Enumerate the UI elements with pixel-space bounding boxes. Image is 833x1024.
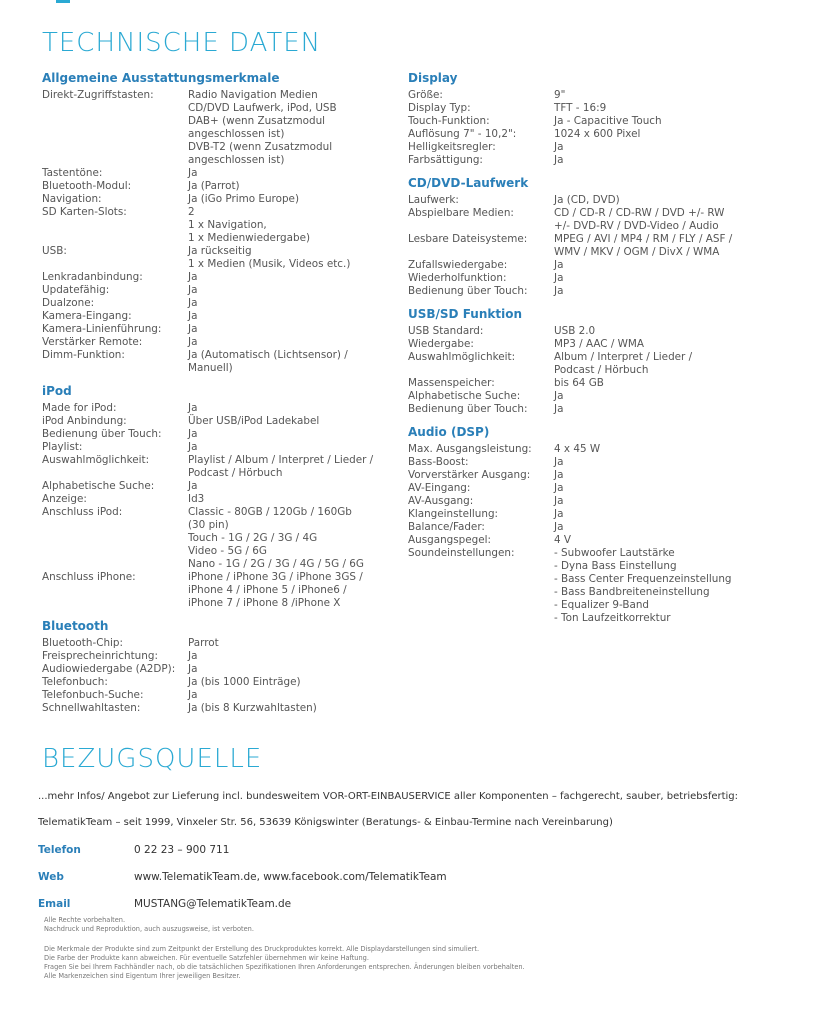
spec-row [42, 310, 402, 323]
spec-row [408, 259, 828, 272]
spec-label: Alphabetische Suche: [42, 480, 155, 492]
spec-value: Ja [188, 310, 198, 322]
spec-label: Direkt-Zugriffstasten: [42, 89, 154, 101]
spec-label: Lenkradanbindung: [42, 271, 143, 283]
spec-row [408, 521, 828, 534]
spec-row [42, 702, 402, 715]
spec-row [408, 89, 828, 102]
spec-label: SD Karten-Slots: [42, 206, 127, 218]
spec-value: Ja [188, 271, 198, 283]
spec-value: Ja [554, 469, 564, 481]
spec-value: MP3 / AAC / WMA [554, 338, 644, 350]
spec-value: iPhone / iPhone 3G / iPhone 3GS / iPhone 4 / iPhone 5 / iPhone6 / iPhone 7 / iPhone 8 /iPhone X [188, 571, 363, 609]
spec-section [408, 175, 828, 298]
spec-value: Classic - 80GB / 120Gb / 160Gb (30 pin) Touch - 1G / 2G / 3G / 4G Video - 5G / 6G Nano - 1G / 2G / 3G / 4G / 5G / 6G [188, 506, 364, 570]
spec-row [42, 284, 402, 297]
spec-label: Balance/Fader: [408, 521, 485, 533]
spec-row [408, 338, 828, 351]
fine-print-features: Die Merkmale der Produkte sind zum Zeitpunkt der Erstellung des Druckproduktes korrekt. Alle Displaydarstellungen sind simuliert. [44, 945, 480, 953]
spec-value: Ja [188, 441, 198, 453]
spec-label: Helligkeitsregler: [408, 141, 496, 153]
spec-row [42, 180, 402, 193]
spec-value: Über USB/iPod Ladekabel [188, 415, 320, 427]
spec-label: Anzeige: [42, 493, 87, 505]
spec-value: Parrot [188, 637, 219, 649]
spec-value: Ja [554, 259, 564, 271]
fine-print-color: Die Farbe der Produkte kann abweichen. Für eventuelle Satzfehler übernehmen wir keine Haftung. [44, 954, 369, 962]
spec-value: Album / Interpret / Lieder / Podcast / Hörbuch [554, 351, 693, 376]
spec-label: Telefonbuch-Suche: [42, 689, 144, 701]
spec-value: - Subwoofer Lautstärke - Dyna Bass Einstellung - Bass Center Frequenzeinstellung - Bass Bandbreiteneinstellung - Equalizer 9-Band - Ton Laufzeitkorrektur [554, 547, 732, 624]
spec-value: 2 1 x Navigation, 1 x Medienwiedergabe) [188, 206, 311, 244]
spec-row [42, 480, 402, 493]
spec-row [42, 676, 402, 689]
spec-value: Ja [554, 390, 564, 402]
spec-value: Ja [188, 167, 198, 179]
spec-label: USB Standard: [408, 325, 484, 337]
spec-value: Ja (CD, DVD) [554, 194, 620, 206]
spec-label: Auswahlmöglichkeit: [42, 454, 150, 466]
spec-row [408, 534, 828, 547]
spec-row [42, 689, 402, 702]
spec-value: USB 2.0 [554, 325, 596, 337]
spec-row [42, 323, 402, 336]
spec-row [42, 271, 402, 284]
spec-row [408, 443, 828, 456]
spec-value: Ja [554, 521, 564, 533]
spec-label: Abspielbare Medien: [408, 207, 514, 219]
spec-label: Laufwerk: [408, 194, 459, 206]
spec-value: 9" [554, 89, 566, 101]
spec-label: Vorverstärker Ausgang: [408, 469, 531, 481]
spec-label: Zufallswiedergabe: [408, 259, 508, 271]
spec-label: USB: [42, 245, 67, 257]
spec-row [42, 663, 402, 676]
spec-row [42, 89, 402, 167]
section-title: Bluetooth [42, 619, 109, 633]
top-accent-mark [56, 0, 70, 3]
spec-label: Bluetooth-Modul: [42, 180, 132, 192]
bezug-info-line: ...mehr Infos/ Angebot zur Lieferung incl. bundesweitem VOR-ORT-EINBAUSERVICE aller Komponenten – fachgerecht, sauber, betriebsfertig: [38, 791, 739, 802]
contact-web-row [38, 871, 447, 883]
spec-value: Ja [188, 650, 198, 662]
spec-value: CD / CD-R / CD-RW / DVD +/- RW +/- DVD-RV / DVD-Video / Audio [554, 207, 725, 232]
spec-row [408, 115, 828, 128]
spec-section [42, 383, 402, 610]
spec-section [408, 306, 828, 416]
spec-value: Ja [188, 689, 198, 701]
spec-value: 4 V [554, 534, 572, 546]
title-bezugsquelle: BEZUGSQUELLE [42, 744, 263, 774]
spec-row [408, 154, 828, 167]
spec-row [42, 571, 402, 610]
spec-row [42, 349, 402, 375]
spec-label: Audiowiedergabe (A2DP): [42, 663, 176, 675]
spec-label: Updatefähig: [42, 284, 110, 296]
spec-value: Ja rückseitig 1 x Medien (Musik, Videos etc.) [188, 245, 351, 270]
spec-value: Ja (bis 8 Kurzwahltasten) [188, 702, 317, 714]
spec-value: Ja [188, 297, 198, 309]
spec-label: Soundeinstellungen: [408, 547, 515, 559]
spec-row [42, 637, 402, 650]
fine-print-rights: Alle Rechte vorbehalten. [44, 916, 126, 924]
spec-label: Massenspeicher: [408, 377, 495, 389]
spec-section [42, 618, 402, 715]
spec-row [42, 336, 402, 349]
spec-label: Bedienung über Touch: [408, 285, 528, 297]
spec-label: Alphabetische Suche: [408, 390, 521, 402]
spec-row [408, 351, 828, 377]
spec-label: Dimm-Funktion: [42, 349, 125, 361]
spec-value: Ja [554, 141, 564, 153]
section-title: iPod [42, 384, 72, 398]
spec-value: Ja [554, 154, 564, 166]
spec-label: Display Typ: [408, 102, 471, 114]
spec-value: Ja (Automatisch (Lichtsensor) / Manuell) [188, 349, 348, 374]
spec-row [408, 482, 828, 495]
spec-label: Bedienung über Touch: [42, 428, 162, 440]
spec-value: TFT - 16:9 [554, 102, 607, 114]
spec-row [42, 454, 402, 480]
spec-label: Kamera-Linienführung: [42, 323, 162, 335]
spec-label: Wiederholfunktion: [408, 272, 507, 284]
spec-value: Id3 [188, 493, 205, 505]
spec-row [42, 650, 402, 663]
spec-value: bis 64 GB [554, 377, 604, 389]
spec-section [408, 424, 828, 625]
spec-row [408, 403, 828, 416]
spec-label: Touch-Funktion: [408, 115, 490, 127]
spec-value: Ja [188, 336, 198, 348]
section-title: Display [408, 71, 458, 85]
spec-value: Ja [554, 508, 564, 520]
spec-row [42, 402, 402, 415]
spec-label: Anschluss iPhone: [42, 571, 136, 583]
spec-row [408, 469, 828, 482]
spec-value: Ja [554, 495, 564, 507]
spec-row [408, 128, 828, 141]
spec-value: Ja [554, 272, 564, 284]
spec-label: Tastentöne: [42, 167, 103, 179]
spec-label: Farbsättigung: [408, 154, 483, 166]
phone-value[interactable]: 0 22 23 – 900 711 [134, 844, 230, 856]
spec-label: Navigation: [42, 193, 102, 205]
spec-value: Ja [188, 284, 198, 296]
spec-value: Ja (bis 1000 Einträge) [188, 676, 301, 688]
spec-label: Telefonbuch: [42, 676, 108, 688]
spec-row [408, 495, 828, 508]
spec-label: Größe: [408, 89, 443, 101]
spec-label: Made for iPod: [42, 402, 117, 414]
spec-row [408, 207, 828, 233]
spec-label: Bluetooth-Chip: [42, 637, 124, 649]
spec-row [408, 233, 828, 259]
spec-label: AV-Eingang: [408, 482, 471, 494]
phone-label: Telefon [38, 844, 81, 856]
spec-row [408, 456, 828, 469]
spec-label: Auflösung 7" - 10,2": [408, 128, 517, 140]
web-label: Web [38, 871, 64, 883]
spec-row [408, 285, 828, 298]
specs-right-column [408, 70, 828, 633]
spec-section [42, 70, 402, 375]
spec-label: AV-Ausgang: [408, 495, 474, 507]
spec-row [42, 297, 402, 310]
specs-left-column [42, 70, 402, 723]
spec-value: 1024 x 600 Pixel [554, 128, 641, 140]
spec-value: Ja - Capacitive Touch [554, 115, 662, 127]
web-value[interactable]: www.TelematikTeam.de, www.facebook.com/TelematikTeam [134, 871, 447, 883]
spec-label: Ausgangspegel: [408, 534, 492, 546]
spec-row [42, 167, 402, 180]
bezug-address-line: TelematikTeam – seit 1999, Vinxeler Str. 56, 53639 Königswinter (Beratungs- & Einbau-Termine nach Vereinbarung) [38, 817, 613, 828]
fine-print-reproduction: Nachdruck und Reproduktion, auch auszugsweise, ist verboten. [44, 925, 254, 933]
spec-value: Ja [188, 323, 198, 335]
spec-label: iPod Anbindung: [42, 415, 127, 427]
spec-row [408, 508, 828, 521]
spec-value: Radio Navigation Medien CD/DVD Laufwerk, iPod, USB DAB+ (wenn Zusatzmodul angeschlossen ist) DVB-T2 (wenn Zusatzmodul angeschlossen ist) [188, 89, 337, 166]
spec-value: Ja [188, 480, 198, 492]
spec-row [42, 493, 402, 506]
spec-row [408, 141, 828, 154]
spec-value: Ja [554, 285, 564, 297]
spec-label: Kamera-Eingang: [42, 310, 132, 322]
spec-label: Klangeinstellung: [408, 508, 499, 520]
email-label: Email [38, 898, 71, 910]
title-technische-daten: TECHNISCHE DATEN [42, 28, 322, 58]
spec-label: Schnellwahltasten: [42, 702, 141, 714]
spec-value: Ja [554, 403, 564, 415]
spec-row [408, 390, 828, 403]
spec-value: Ja (iGo Primo Europe) [188, 193, 300, 205]
spec-row [42, 428, 402, 441]
fine-print-trademarks: Alle Markenzeichen sind Eigentum Ihrer jeweiligen Besitzer. [44, 972, 241, 980]
contact-phone-row [38, 844, 229, 856]
spec-value: Ja (Parrot) [188, 180, 240, 192]
spec-row [408, 102, 828, 115]
spec-row [42, 193, 402, 206]
spec-row [408, 194, 828, 207]
section-title: Allgemeine Ausstattungsmerkmale [42, 71, 280, 85]
spec-row [42, 206, 402, 245]
spec-row [408, 272, 828, 285]
spec-label: Verstärker Remote: [42, 336, 143, 348]
spec-row [408, 325, 828, 338]
spec-label: Anschluss iPod: [42, 506, 123, 518]
spec-row [42, 441, 402, 454]
section-title: USB/SD Funktion [408, 307, 522, 321]
spec-value: Playlist / Album / Interpret / Lieder / Podcast / Hörbuch [188, 454, 374, 479]
spec-label: Playlist: [42, 441, 83, 453]
spec-value: Ja [188, 402, 198, 414]
spec-value: Ja [554, 482, 564, 494]
spec-label: Wiedergabe: [408, 338, 474, 350]
fine-print-questions: Fragen Sie bei Ihrem Fachhändler nach, ob die tatsächlichen Spezifikationen Ihren Anforderungen entsprechen. Änderungen bleiben vorbehalten. [44, 963, 525, 971]
section-title: Audio (DSP) [408, 425, 490, 439]
spec-label: Max. Ausgangsleistung: [408, 443, 532, 455]
spec-label: Bass-Boost: [408, 456, 469, 468]
spec-label: Bedienung über Touch: [408, 403, 528, 415]
spec-label: Freisprecheinrichtung: [42, 650, 158, 662]
spec-label: Auswahlmöglichkeit: [408, 351, 516, 363]
spec-value: Ja [188, 428, 198, 440]
spec-label: Dualzone: [42, 297, 95, 309]
spec-label: Lesbare Dateisysteme: [408, 233, 528, 245]
spec-row [42, 245, 402, 271]
spec-row [408, 547, 828, 625]
spec-value: Ja [554, 456, 564, 468]
spec-value: MPEG / AVI / MP4 / RM / FLY / ASF / WMV / MKV / OGM / DivX / WMA [554, 233, 733, 258]
spec-row [42, 415, 402, 428]
spec-row [42, 506, 402, 571]
spec-value: 4 x 45 W [554, 443, 601, 455]
contact-email-row [38, 898, 291, 910]
spec-row [408, 377, 828, 390]
section-title: CD/DVD-Laufwerk [408, 176, 529, 190]
spec-value: Ja [188, 663, 198, 675]
spec-section [408, 70, 828, 167]
email-value[interactable]: MUSTANG@TelematikTeam.de [134, 898, 292, 910]
